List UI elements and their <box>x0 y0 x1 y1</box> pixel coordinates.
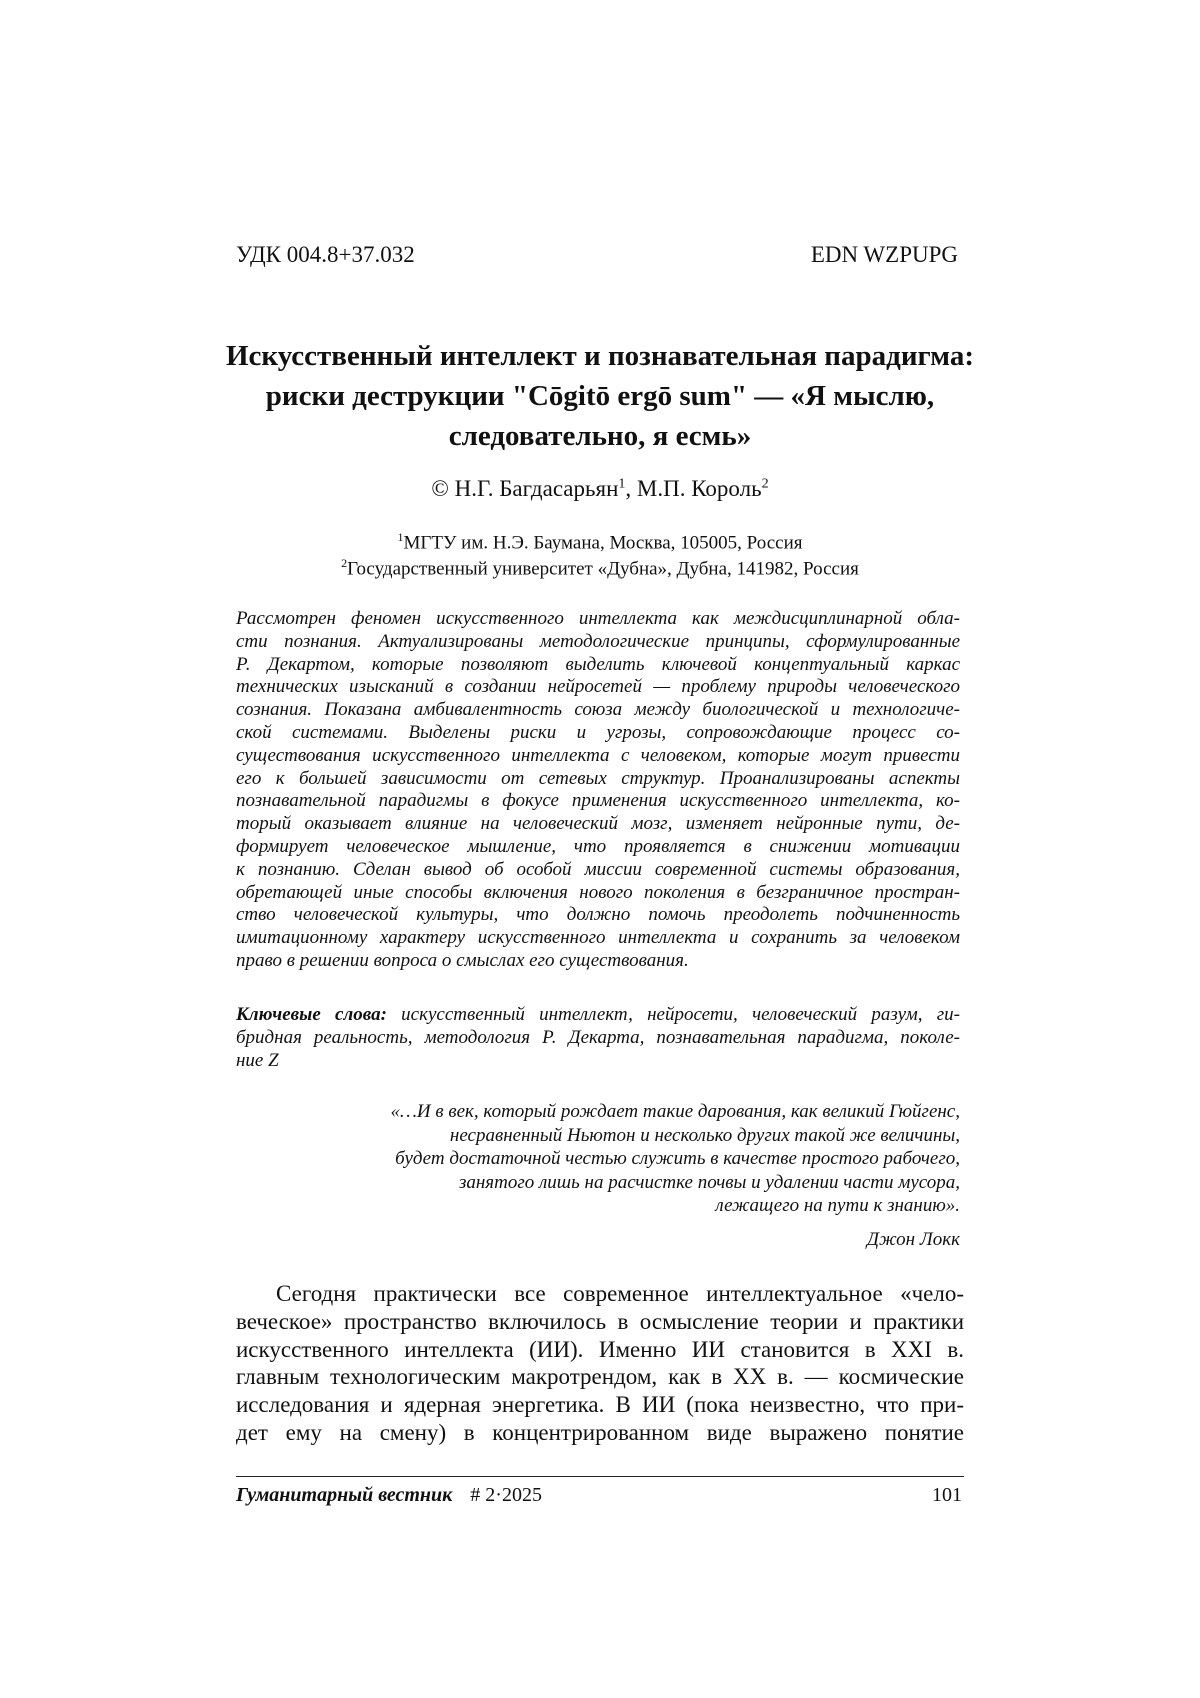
keywords-line <box>236 1004 960 1027</box>
body-line: главным технологическим макротрендом, как в XX в. — космические <box>236 1364 964 1390</box>
issue-number: # 2·2025 <box>470 1484 542 1506</box>
journal-name: Гуманитарный вестник <box>236 1484 453 1506</box>
copyright-sign: © <box>431 476 455 501</box>
keywords-line: бридная реальность, методология Р. Декарта, познавательная парадигма, поколе- <box>236 1026 960 1048</box>
affiliation-marker: 2 <box>341 556 348 570</box>
abstract-line: торый оказывает влияние на человеческий мозг, изменяет нейронные пути, де- <box>236 813 960 835</box>
author-name: Н.Г. Багдасарьян <box>454 476 619 501</box>
affiliation-marker: 1 <box>397 530 404 544</box>
abstract-line: Рассмотрен феномен искусственного интеллекта как междисциплинарной обла- <box>236 608 960 629</box>
author-separator: , <box>625 476 637 501</box>
abstract-line: его к большей зависимости от сетевых структур. Проанализированы аспекты <box>236 767 960 789</box>
author-affil-marker: 1 <box>618 476 626 492</box>
abstract-line: право в решении вопроса о смыслах его существования. <box>236 949 689 971</box>
authors-line <box>160 476 1040 502</box>
affiliation <box>160 556 1040 580</box>
abstract-line: к познанию. Сделан вывод об особой миссии современной системы образования, <box>236 858 960 880</box>
abstract-line: Р. Декартом, которые позволяют выделить ключевой концептуальный каркас <box>236 653 960 675</box>
abstract-line: существования искусственного интеллекта с человеком, которые могут привести <box>236 744 960 766</box>
body-line: Сегодня практически все современное интеллектуальное «чело- <box>276 1281 964 1306</box>
epigraph <box>320 1100 960 1218</box>
epigraph-author: Джон Локк <box>866 1229 960 1250</box>
affiliation-text: МГТУ им. Н.Э. Баумана, Москва, 105005, Россия <box>403 532 803 554</box>
abstract-line: ство человеческой культуры, что должно помочь преодолеть подчиненность <box>236 904 960 926</box>
abstract-line: ской системами. Выделены риски и угрозы, сопровождающие процесс со- <box>236 721 960 743</box>
article-title <box>160 336 1040 456</box>
body-line: дет ему на смену) в концентрированном виде выражено понятие <box>236 1419 964 1445</box>
affiliation <box>160 530 1040 554</box>
footer-rule <box>236 1476 964 1477</box>
body-line: исследования и ядерная энергетика. В ИИ (пока неизвестно, что при- <box>236 1392 964 1418</box>
abstract-line: обретающей иные способы включения нового поколения в безграничное простран- <box>236 881 960 903</box>
abstract-line: имитационному характеру искусственного интеллекта и сохранить за человеком <box>236 927 960 949</box>
epigraph-line: лежащего на пути к знанию». <box>715 1195 960 1216</box>
affiliation-text: Государственный университет «Дубна», Дубна, 141982, Россия <box>347 558 859 580</box>
title-line: риски деструкции "Cōgitō ergō sum" — «Я мыслю, <box>265 380 935 412</box>
title-line: Искусственный интеллект и познавательная парадигма: <box>225 340 975 372</box>
abstract-line: технических изысканий в создании нейросетей — проблему природы человеческого <box>236 676 960 698</box>
abstract-line: сознания. Показана амбивалентность союза между биологической и технологиче- <box>236 699 960 721</box>
author-name: М.П. Король <box>636 476 762 501</box>
edn-code: EDN WZPUPG <box>810 242 958 267</box>
author-affil-marker: 2 <box>761 476 769 492</box>
keywords-line: ние Z <box>236 1049 279 1071</box>
footer-journal <box>236 1484 542 1507</box>
page-number: 101 <box>932 1484 962 1506</box>
abstract-line: познавательной парадигмы в фокусе применения искусственного интеллекта, ко- <box>236 790 960 812</box>
abstract-line: формирует человеческое мышление, что проявляется в снижении мотивации <box>236 835 960 857</box>
udk-code: УДК 004.8+37.032 <box>236 242 415 267</box>
abstract <box>236 608 960 973</box>
keywords-text: искусственный интеллект, нейросети, человеческий разум, ги- <box>386 1004 960 1025</box>
body-line: веческое» пространство включилось в осмысление теории и практики <box>236 1308 964 1334</box>
keywords <box>236 1004 960 1072</box>
epigraph-line: будет достаточной честью служить в качестве простого рабочего, <box>395 1148 960 1169</box>
body-line: искусственного интеллекта (ИИ). Именно ИИ становится в XXI в. <box>236 1336 964 1362</box>
epigraph-line: «…И в век, который рождает такие дарования, как великий Гюйгенс, <box>390 1101 960 1122</box>
epigraph-line: несравненный Ньютон и несколько других такой же величины, <box>449 1124 960 1146</box>
epigraph-line: занятого лишь на расчистке почвы и удалении части мусора, <box>458 1171 960 1193</box>
keywords-label: Ключевые слова: <box>236 1004 387 1025</box>
body-text <box>236 1280 964 1447</box>
abstract-line: сти познания. Актуализированы методологические принципы, сформулированные <box>236 630 960 652</box>
title-line: следовательно, я есмь» <box>448 420 752 452</box>
